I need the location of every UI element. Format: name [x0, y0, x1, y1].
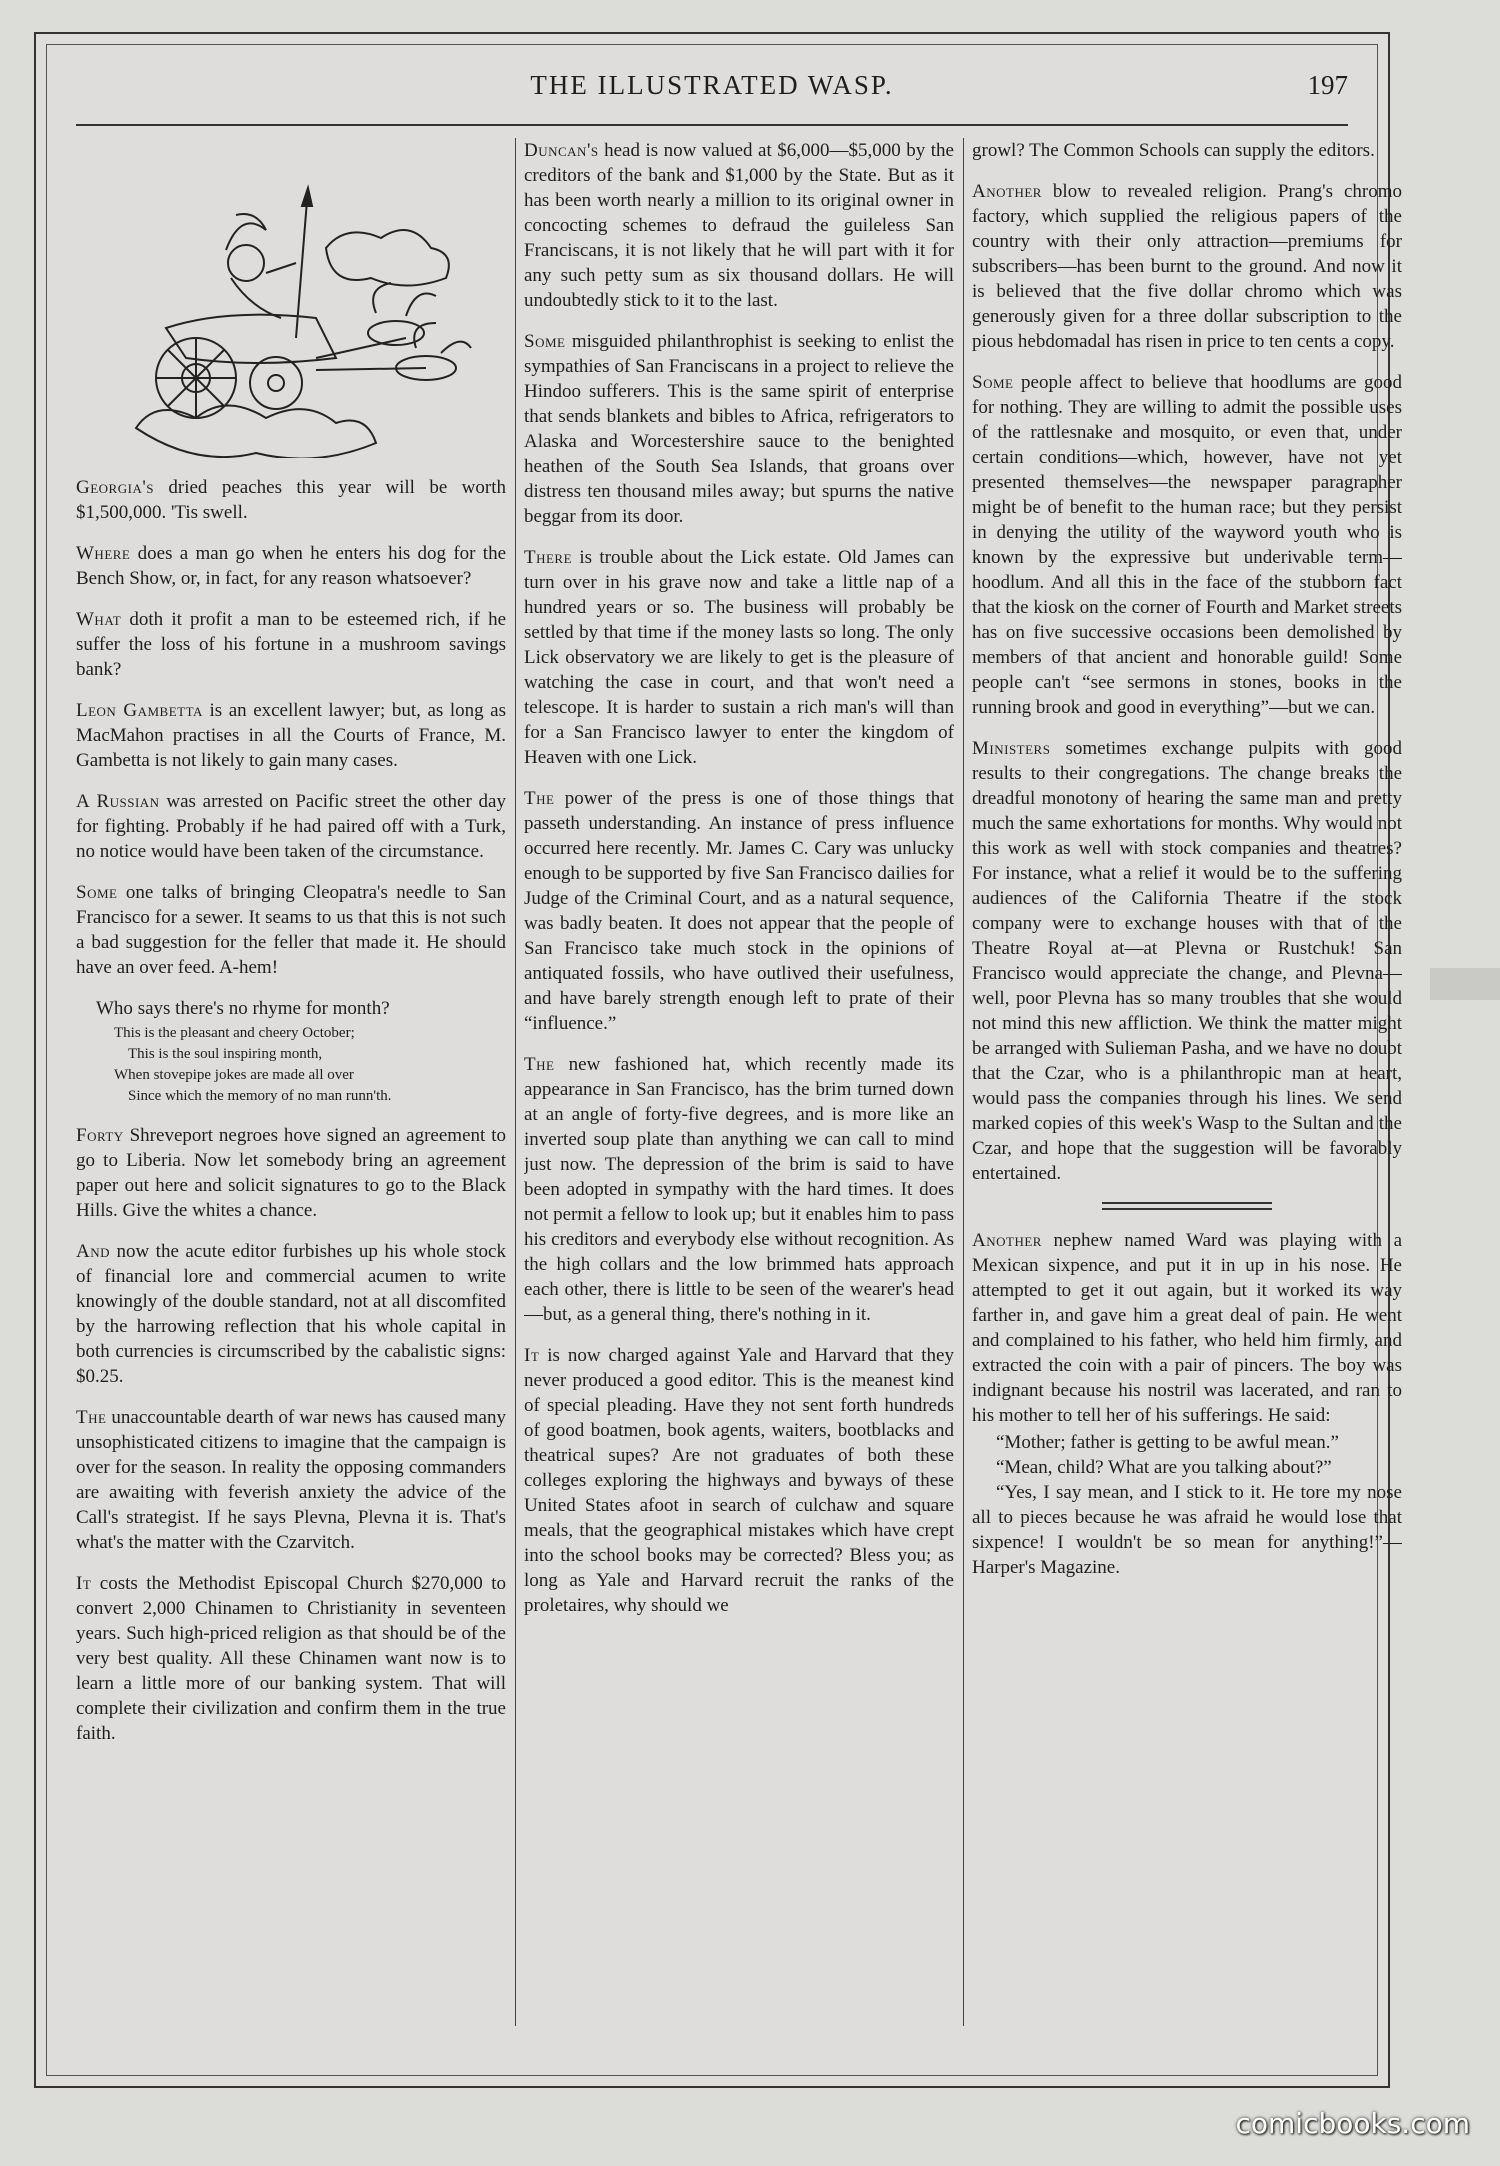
page-number: 197	[1307, 70, 1348, 100]
section-divider	[1102, 1202, 1272, 1210]
paragraph-text: now the acute editor furbishes up his whole stock of financial lore and commercial acumen to write knowingly of the double standard, not at all discomfited by the harrowing reflection that his whole capital in both currencies is circumscribed by the cabalistic signs: $0.25.	[76, 1241, 506, 1387]
paragraph-text: dried peaches this year will be worth $1,500,000. 'Tis swell.	[76, 477, 506, 523]
paragraph	[972, 138, 1402, 163]
paragraph-text: is an excellent lawyer; but, as long as MacMahon practises in all the Courts of France, M. Gambetta is not likely to gain many cases.	[76, 700, 506, 771]
page-header	[76, 64, 1348, 126]
poem-line: This is the pleasant and cheery October;	[114, 1025, 355, 1041]
paragraph	[76, 1571, 506, 1746]
poem-line: When stovepipe jokes are made all over	[114, 1067, 354, 1083]
paragraph	[76, 475, 506, 525]
story-paragraph	[972, 1228, 1402, 1428]
gnome-chariot-illustration	[76, 138, 506, 458]
paragraph	[972, 736, 1402, 1186]
paragraph-text: costs the Methodist Episcopal Church $270,000 to convert 2,000 Chinamen to Christianity in seventeen years. Such high-priced religion as that should be of the very best quality. All these Chinamen want now is to learn a little more of our banking system. That will complete their civilization and confirm them in the true faith.	[76, 1573, 506, 1744]
paragraph-text: sometimes exchange pulpits with good results to their congregations. The change breaks the dreadful monotony of hearing the same man and pretty much the same exhortations for months. Why would not this work as well with stock companies and theatres? For instance, what a relief it would be to the suffering audiences of the California Theatre if the stock company were to exchange houses with that of the Theatre Royal at—at Plevna or Rustchuk! San Francisco would appreciate the change, and Plevna—well, poor Plevna has so many troubles that she would not mind this new affliction. We think the matter might be arranged with Sulieman Pasha, and we have no doubt that the Czar, who is a philanthropic man at heart, would pass the companies through his lines. We send marked copies of this week's Wasp to the Sultan and the Czar, and hope that the suggestion will be favorably entertained.	[972, 738, 1402, 1184]
lead-word: Some	[972, 372, 1014, 393]
lead-word: And	[76, 1241, 110, 1262]
lead-word: Who	[96, 998, 133, 1019]
lead-word: The	[524, 788, 555, 809]
lead-word: Forty	[76, 1125, 124, 1146]
paragraph-text: misguided philanthrophist is seeking to enlist the sympathies of San Franciscans in a project to relieve the Hindoo sufferers. This is the same spirit of enterprise that sends blankets and bibles to Africa, refrigerators to Alaska and Worcestershire sauce to the benighted heathen of the South Sea Islands, that groans over distress ten thousand miles away; but spurns the native beggar from its door.	[524, 331, 954, 527]
paragraph	[76, 789, 506, 864]
lead-word: Another	[972, 1230, 1042, 1251]
lead-word: The	[76, 1407, 107, 1428]
paragraph	[76, 1123, 506, 1223]
paragraph-text: is now charged against Yale and Harvard that they never produced a good editor. This is the meanest kind of special pleading. Have they not sent forth hundreds of good boatmen, book agents, waiters, bootblacks and theatrical supes? Are not graduates of both these colleges exploring the highways and byways of these United States afoot in search of culchaw and square meals, that the geographical mistakes which have crept into the school books may be corrected? Bless you; as long as Yale and Harvard recruit the ranks of the proletaires, why should we	[524, 1345, 954, 1616]
lead-word: Another	[972, 181, 1042, 202]
paragraph	[524, 1052, 954, 1327]
paragraph	[76, 607, 506, 682]
lead-word: What	[76, 609, 122, 630]
paragraph-text: says there's no rhyme for month?	[132, 998, 390, 1019]
paragraph-text: one talks of bringing Cleopatra's needle to San Francisco for a sewer. It seams to us that this is not such a bad suggestion for the feller that made it. He should have an over feed. A-hem!	[76, 882, 506, 978]
lead-word: It	[524, 1345, 540, 1366]
lead-word: There	[524, 547, 573, 568]
paragraph	[76, 541, 506, 591]
scan-edge-notch	[1430, 968, 1500, 1000]
masthead: THE ILLUSTRATED WASP.	[530, 70, 894, 100]
paragraph-text: is trouble about the Lick estate. Old James can turn over in his grave now and take a little nap of a hundred years or so. The business will probably be settled by that time if the money lasts so long. The only Lick observatory we are likely to get is the pleasure of watching the case in court, and that won't need a telescope. It is harder to sustain a rich man's will than for a San Francisco lawyer to enter the kingdom of Heaven with one Lick.	[524, 547, 954, 768]
column-3	[972, 138, 1402, 2026]
paragraph	[524, 786, 954, 1036]
paragraph-text: Shreveport negroes hove signed an agreement to go to Liberia. Now let somebody bring an agreement paper out here and solicit signatures to go to the Black Hills. Give the whites a chance.	[76, 1125, 506, 1221]
poem-intro	[96, 996, 506, 1021]
paragraph-text: does a man go when he enters his dog for the Bench Show, or, in fact, for any reason whatsoever?	[76, 543, 506, 589]
column-2	[524, 138, 954, 2026]
columns	[76, 138, 1402, 2026]
dialog-line: “Mother; father is getting to be awful mean.”	[996, 1432, 1339, 1453]
lead-word: Where	[76, 543, 131, 564]
column-1	[76, 138, 506, 2026]
paragraph-text: growl? The Common Schools can supply the editors.	[972, 140, 1375, 161]
paragraph	[76, 698, 506, 773]
dialog-line: “Yes, I say mean, and I stick to it. He tore my nose all to pieces because he was afraid he would lose that sixpence! I wouldn't be so mean for anything!”—Harper's Magazine.	[972, 1482, 1402, 1578]
paragraph	[972, 370, 1402, 720]
paragraph-text: doth it profit a man to be esteemed rich, if he suffer the loss of his fortune in a mushroom savings bank?	[76, 609, 506, 680]
paragraph	[972, 179, 1402, 354]
lead-word: Ministers	[972, 738, 1051, 759]
lead-word: It	[76, 1573, 92, 1594]
paragraph-text: power of the press is one of those things that passeth understanding. An instance of press influence occurred here recently. Mr. James C. Cary was unlucky enough to be supported by five San Francisco dailies for Judge of the Criminal Court, and as a natural sequence, was badly beaten. It does not appear that the people of San Francisco take much stock in the opinions of antiquated fossils, who have outlived their usefulness, and have barely strength enough left to prate of their “influence.”	[524, 788, 954, 1034]
column-divider	[515, 138, 516, 2026]
page-frame	[34, 32, 1402, 2088]
paragraph	[524, 329, 954, 529]
paragraph-text: head is now valued at $6,000—$5,000 by the creditors of the bank and $1,000 by the State. But as it has been worth nearly a million to its original owner in concocting schemes to defraud the guileless San Franciscans, it is not likely that he will part with it for any such petty sum as six thousand dollars. He will undoubtedly stick to it to the last.	[524, 140, 954, 311]
paragraph	[524, 1343, 954, 1618]
poem-line: This is the soul inspiring month,	[128, 1046, 323, 1062]
paragraph-text: people affect to believe that hoodlums are good for nothing. They are willing to admit the possible uses of the rattlesnake and mosquito, or even that, under certain conditions—which, however, have not yet presented themselves—the newspaper paragrapher might be of benefit to the human race; but they persist in denying the utility of the wayword youth who is known by the expressive but underivable term—hoodlum. And all this in the face of the stubborn fact that the kiosk on the corner of Fourth and Market streets has on five successive occasions been demolished by members of that ancient and honorable guild! Some people can't “see sermons in stones, books in the running brook and good in everything”—but we can.	[972, 372, 1402, 718]
paragraph-text: unaccountable dearth of war news has caused many unsophisticated citizens to imagine that the campaign is over for the season. In reality the opposing commanders are awaiting with feverish anxiety the advice of the Call's strategist. If he says Plevna, Plevna it is. That's what's the matter with the Czarvitch.	[76, 1407, 506, 1553]
lead-word: A Russian	[76, 791, 160, 812]
dialog-line: “Mean, child? What are you talking about?”	[996, 1457, 1332, 1478]
poem	[76, 1023, 506, 1107]
lead-word: Some	[76, 882, 118, 903]
paragraph-text: nephew named Ward was playing with a Mexican sixpence, and put it in up in his nose. He attempted to get it out again, but it worked its way farther in, and gave him a great deal of pain. He went and complained to his father, who held him firmly, and extracted the coin with a pair of pincers. The boy was indignant because his nostril was lacerated, and ran to his mother to tell her of his sufferings. He said:	[972, 1230, 1402, 1426]
lead-word: The	[524, 1054, 555, 1075]
paragraph-text: new fashioned hat, which recently made its appearance in San Francisco, has the brim turned down at an angle of forty-five degrees, and is more like an inverted soup plate than anything we can call to mind just now. The depression of the brim is said to have been adopted in sympathy with the hard times. It does not permit a fellow to look up; but it enables him to pass his creditors and everybody else without recognition. As the high collars and the low brimmed hats approach each other, there is little to be seen of the wearer's head—but, as a general thing, there's nothing in it.	[524, 1054, 954, 1325]
watermark: comicbooks.com	[1235, 2107, 1470, 2140]
paragraph	[524, 138, 954, 313]
paragraph-text: blow to revealed religion. Prang's chromo factory, which supplied the religious papers of the country with their only attraction—premiums for subscribers—has been burnt to the ground. And now it is believed that the five dollar chromo which was generously given for a three dollar subscription to the pious hebdomadal has risen in price to ten cents a copy.	[972, 181, 1402, 352]
paragraph	[76, 1239, 506, 1389]
paragraph	[76, 1405, 506, 1555]
lead-word: Some	[524, 331, 566, 352]
lead-word: Leon Gambetta	[76, 700, 203, 721]
poem-line: Since which the memory of no man runn'th.	[128, 1088, 392, 1104]
lead-word: Duncan's	[524, 140, 599, 161]
paragraph	[76, 880, 506, 980]
column-divider	[963, 138, 964, 2026]
paragraph	[524, 545, 954, 770]
lead-word: Georgia's	[76, 477, 154, 498]
paragraph-text: was arrested on Pacific street the other day for fighting. Probably if he had paired off with a Turk, no notice would have been taken of the circumstance.	[76, 791, 506, 862]
